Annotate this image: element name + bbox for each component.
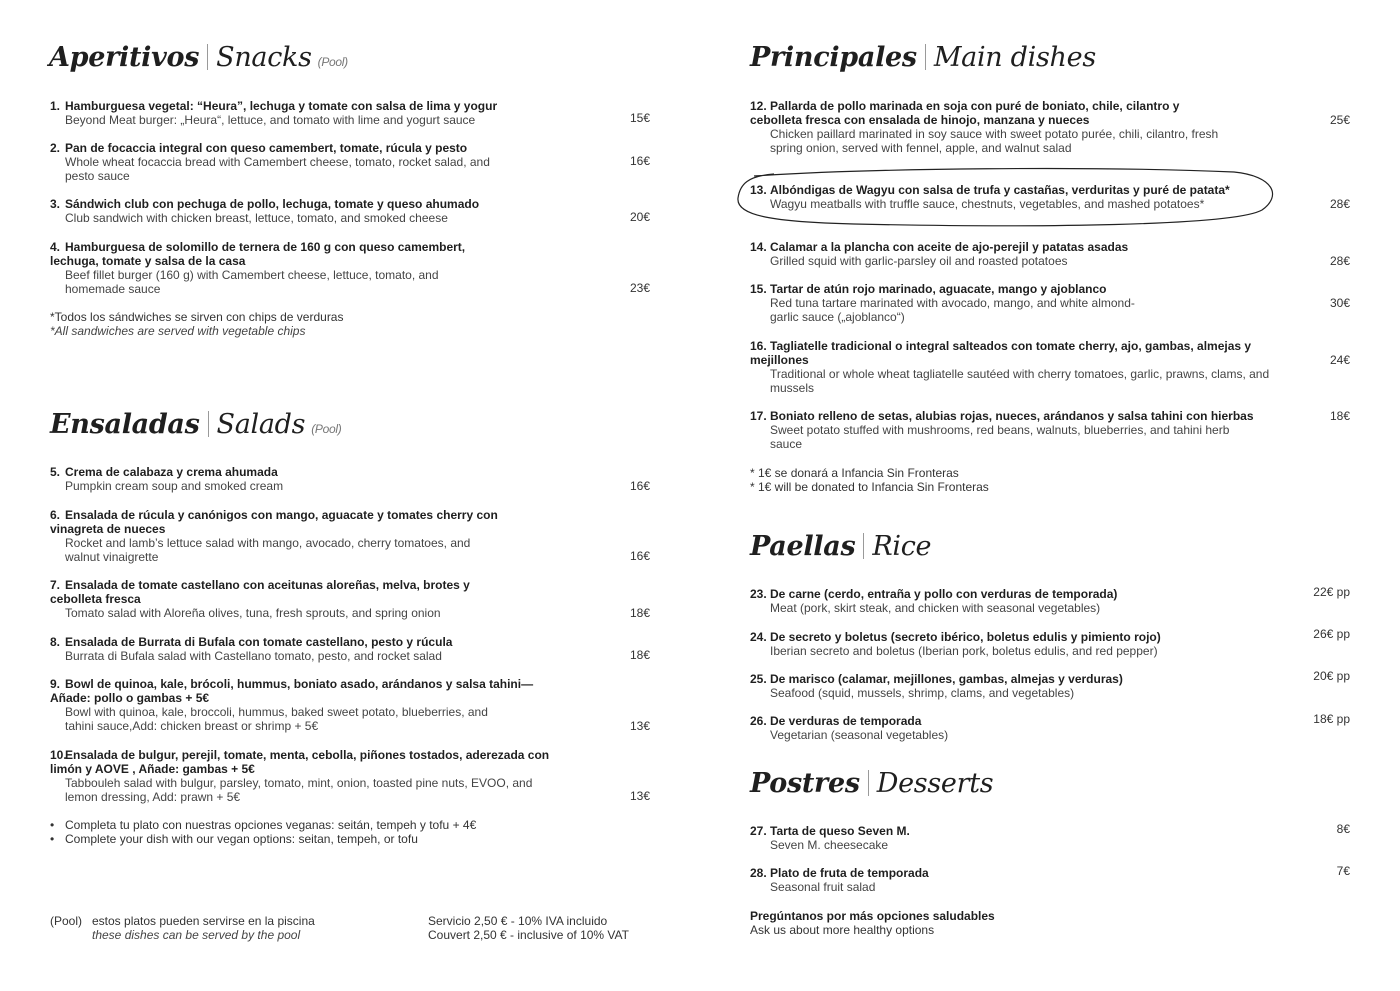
- menu-item: 1. Hamburguesa vegetal: “Heura”, lechuga y tomate con salsa de lima y yogur Beyond Meat burger: „Heura“, lettuce, and tomato with lime and yogurt sauce: [50, 99, 498, 127]
- sandwich-note: *Todos los sándwiches se sirven con chips de verduras *All sandwiches are served with vegetable chips: [50, 310, 344, 338]
- item-price: 30€: [1329, 296, 1350, 310]
- menu-item: 15. Tartar de atún rojo marinado, aguacate, mango y ajoblanco Red tuna tartare marinated with avocado, mango, and white almond-garlic sauce („ajoblanco“): [750, 282, 1135, 324]
- section-title-desserts: Postres Desserts: [750, 768, 994, 799]
- item-price: 16€: [629, 154, 650, 168]
- menu-item: 10.Ensalada de bulgur, perejil, tomate, menta, cebolla, piñones tostados, aderezada con limón y AOVE , Añade: gambas + 5€ Tabbouleh salad with bulgur, parsley, tomato, mint, onion, toasted pine nuts, EVOO, and lemon dressing, Add: prawn + 5€: [50, 748, 550, 804]
- item-price: 16€: [629, 479, 650, 493]
- donation-note: * 1€ se donará a Infancia Sin Fronteras * 1€ will be donated to Infancia Sin Fronteras: [750, 466, 989, 494]
- menu-item: 5. Crema de calabaza y crema ahumada Pumpkin cream soup and smoked cream: [50, 465, 284, 493]
- healthy-options-note: Pregúntanos por más opciones saludables Ask us about more healthy options: [750, 909, 995, 937]
- item-price: 7€: [1336, 864, 1350, 878]
- title-divider: [207, 44, 208, 70]
- item-price: 18€: [629, 606, 650, 620]
- title-divider: [868, 770, 869, 796]
- item-price: 22€ pp: [1313, 585, 1350, 599]
- item-price: 18€: [1329, 409, 1350, 423]
- item-price: 13€: [629, 719, 650, 733]
- item-price: 13€: [629, 789, 650, 803]
- section-title-mains: Principales Main dishes: [750, 42, 1096, 73]
- menu-item: 14. Calamar a la plancha con aceite de ajo-perejil y patatas asadas Grilled squid with garlic-parsley oil and roasted potatoes: [750, 240, 1129, 268]
- item-price: 20€: [629, 210, 650, 224]
- item-price: 26€ pp: [1313, 627, 1350, 641]
- menu-item: 13. Albóndigas de Wagyu con salsa de trufa y castañas, verduritas y puré de patata* Wagyu meatballs with truffle sauce, chestnuts, vegetables, and mashed potatoes*: [750, 183, 1230, 211]
- menu-item: 17. Boniato relleno de setas, alubias rojas, nueces, arándanos y salsa tahini con hierbas Sweet potato stuffed with mushrooms, red beans, walnuts, blueberries, and tahini herb sauce: [750, 409, 1254, 451]
- item-price: 28€: [1329, 254, 1350, 268]
- menu-item: 4. Hamburguesa de solomillo de ternera de 160 g con queso camembert, lechuga, tomate y salsa de la casa Beef fillet burger (160 g) with Camembert cheese, lettuce, tomato, and homemade sauce: [50, 240, 466, 296]
- menu-item: 23. De carne (cerdo, entraña y pollo con verduras de temporada) Meat (pork, skirt steak, and chicken with seasonal vegetables): [750, 587, 1118, 615]
- service-charge-note: Servicio 2,50 € - 10% IVA incluido Couvert 2,50 € - inclusive of 10% VAT: [428, 914, 629, 942]
- item-price: 15€: [629, 111, 650, 125]
- menu-item: 26. De verduras de temporada Vegetarian (seasonal vegetables): [750, 714, 949, 742]
- menu-item: 12. Pallarda de pollo marinada en soja con puré de boniato, chile, cilantro y cebolleta fresca con ensalada de hinojo, manzana y nueces Chicken paillard marinated in soy sauce with sweet potato purée, chili, cilantro, fresh spring onion, served with fennel, apple, and walnut salad: [750, 99, 1219, 155]
- title-divider: [925, 44, 926, 70]
- item-price: 16€: [629, 549, 650, 563]
- item-price: 20€ pp: [1313, 669, 1350, 683]
- menu-item: 28. Plato de fruta de temporada Seasonal fruit salad: [750, 866, 929, 894]
- title-divider: [863, 533, 864, 559]
- pool-footnote: (Pool) estos platos pueden servirse en la piscina these dishes can be served by the pool: [50, 914, 315, 942]
- item-price: 24€: [1329, 353, 1350, 367]
- menu-item: 25. De marisco (calamar, mejillones, gambas, almejas y verduras) Seafood (squid, mussels, shrimp, clams, and vegetables): [750, 672, 1123, 700]
- item-price: 25€: [1329, 113, 1350, 127]
- section-title-snacks: Aperitivos Snacks (Pool): [49, 42, 348, 73]
- item-price: 18€ pp: [1313, 712, 1350, 726]
- title-divider: [208, 411, 209, 437]
- vegan-options-note: • Completa tu plato con nuestras opciones veganas: seitán, tempeh y tofu + 4€ • Complete your dish with our vegan options: seitan, tempeh, or tofu: [50, 818, 477, 846]
- menu-item: 2. Pan de focaccia integral con queso camembert, tomate, rúcula y pesto Whole wheat focaccia bread with Camembert cheese, tomato, rocket salad, and pesto sauce: [50, 141, 490, 183]
- menu-item: 3. Sándwich club con pechuga de pollo, lechuga, tomate y queso ahumado Club sandwich with chicken breast, lettuce, tomato, and smoked cheese: [50, 197, 480, 225]
- menu-item: 7. Ensalada de tomate castellano con aceitunas aloreñas, melva, brotes y cebolleta fresca Tomato salad with Aloreña olives, tuna, fresh sprouts, and spring onion: [50, 578, 470, 620]
- item-price: 23€: [629, 281, 650, 295]
- section-title-rice: Paellas Rice: [750, 531, 932, 562]
- menu-item: 24. De secreto y boletus (secreto ibérico, boletus edulis y pimiento rojo) Iberian secreto and boletus (Iberian pork, boletus edulis, and red pepper): [750, 630, 1161, 658]
- item-price: 8€: [1336, 822, 1350, 836]
- menu-item: 9. Bowl de quinoa, kale, brócoli, hummus, boniato asado, arándanos y salsa tahini— Añade: pollo o gambas + 5€ Bowl with quinoa, kale, broccoli, hummus, baked sweet potato, blueberries, and tahini sauce,Add: chicken breast or shrimp + 5€: [50, 677, 534, 733]
- menu-item: 16. Tagliatelle tradicional o integral salteados con tomate cherry, ajo, gambas, almejas y mejillones Traditional or whole wheat tagliatelle sautéed with cherry tomatoes, garlic, prawns, clams, and mussels: [750, 339, 1270, 395]
- menu-item: 6. Ensalada de rúcula y canónigos con mango, aguacate y tomates cherry con vinagreta de nueces Rocket and lamb’s lettuce salad with mango, avocado, cherry tomatoes, and walnut vinaigrette: [50, 508, 498, 564]
- section-title-salads: Ensaladas Salads (Pool): [50, 409, 342, 440]
- menu-item: 27. Tarta de queso Seven M. Seven M. cheesecake: [750, 824, 910, 852]
- item-price: 18€: [629, 648, 650, 662]
- menu-item: 8. Ensalada de Burrata di Bufala con tomate castellano, pesto y rúcula Burrata di Bufala salad with Castellano tomato, pesto, and rocket salad: [50, 635, 453, 663]
- item-price: 28€: [1329, 197, 1350, 211]
